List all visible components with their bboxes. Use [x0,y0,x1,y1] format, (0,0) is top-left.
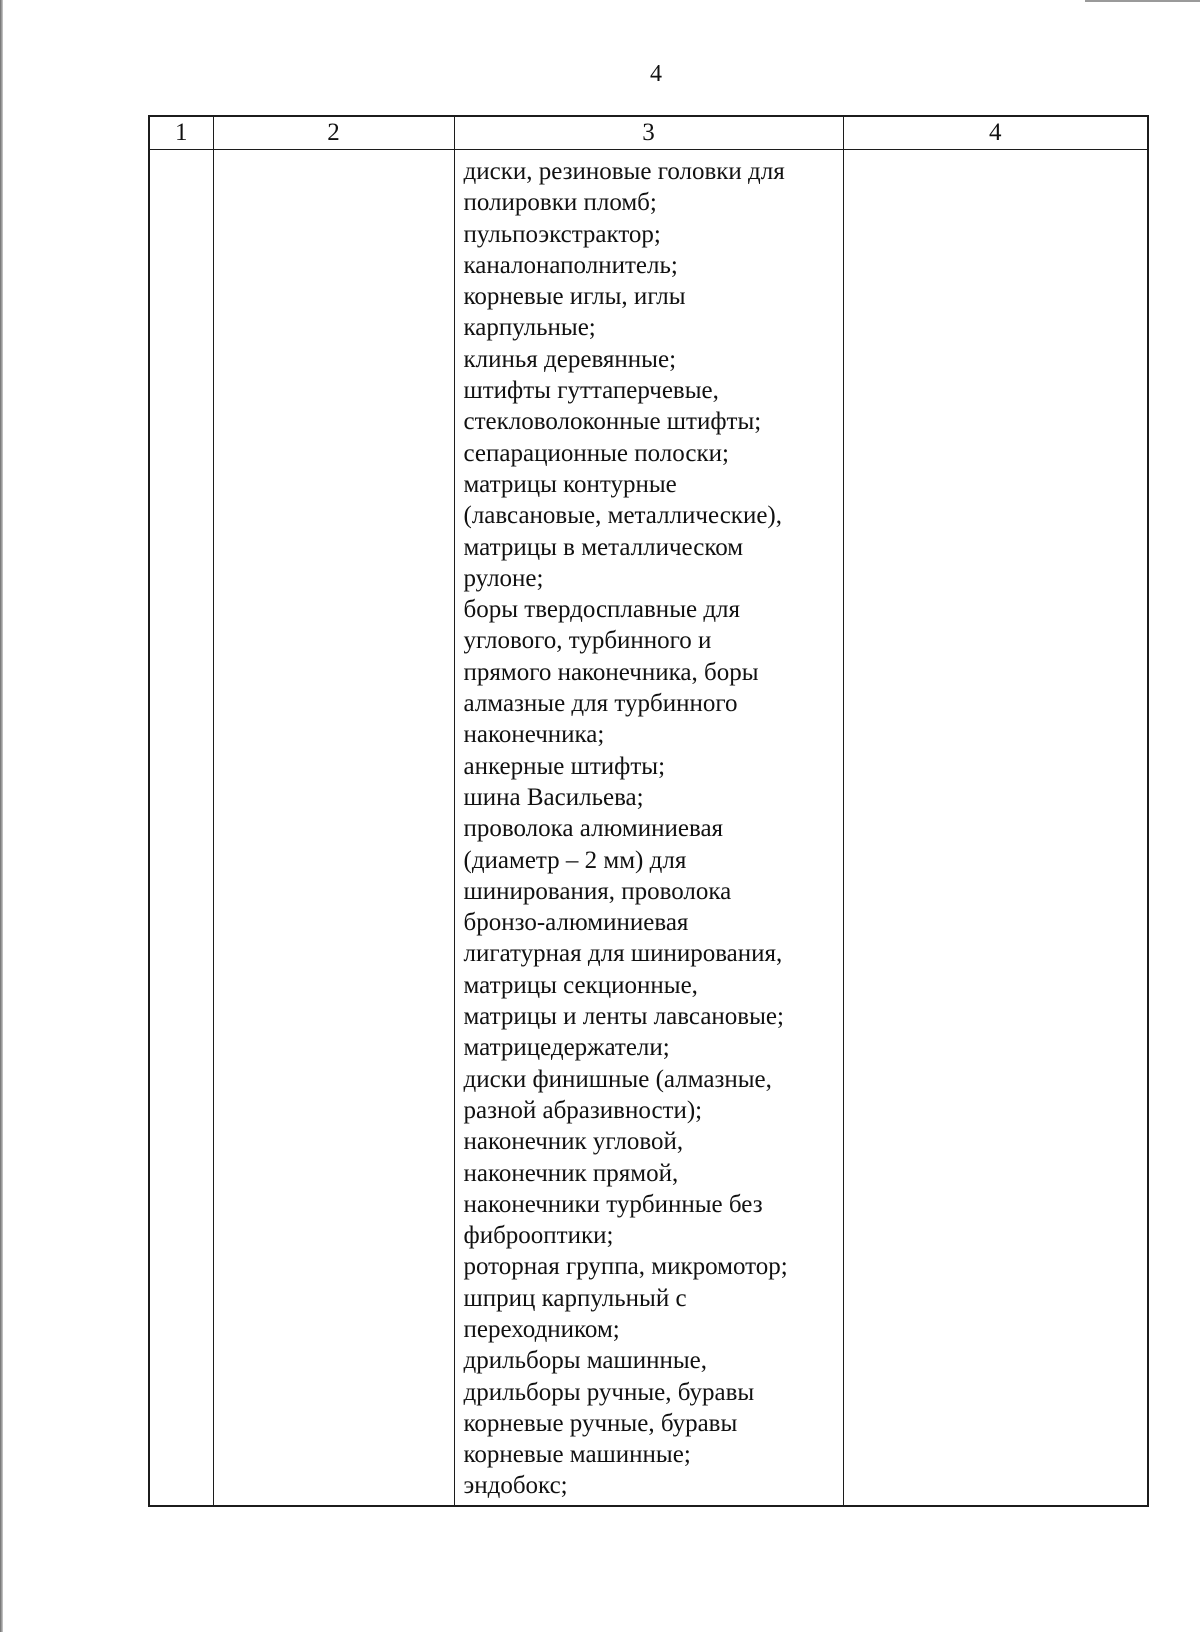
list-item: рулоне; [463,564,544,592]
list-item: дрильборы ручные, буравы [463,1378,755,1406]
list-item: наконечника; [463,721,605,749]
list-item: боры твердосплавные для [463,596,741,624]
list-item: шприц карпульный с [463,1284,687,1312]
list-item: матрицы в металлическом [463,533,744,561]
list-item: наконечник прямой, [463,1159,679,1187]
column-header-3: 3 [454,116,843,150]
list-item: наконечники турбинные без [463,1190,763,1218]
list-item: шинирования, проволока [463,877,732,905]
cell-col3 [454,150,843,1507]
list-item: матрицы и ленты лавсановые; [463,1003,784,1031]
table-header-row [149,116,1148,150]
cell-col2 [213,150,454,1507]
list-item: корневые иглы, иглы [463,283,686,311]
list-item: переходником; [463,1315,620,1343]
list-item: матрицедержатели; [463,1034,670,1062]
list-item: клинья деревянные; [463,345,677,373]
list-item: матрицы контурные [463,470,677,498]
list-item: штифты гуттаперчевые, [463,377,719,405]
column-header-1: 1 [149,116,213,150]
list-item: фиброоптики; [463,1222,614,1250]
list-item: (лавсановые, металлические), [463,502,783,530]
list-item: пульпоэкстрактор; [463,220,661,248]
list-item: бронзо-алюминиевая [463,909,689,937]
scan-edge-left [0,0,3,1632]
list-item: полировки пломб; [463,189,657,217]
document-table [148,115,1149,1507]
list-item: шина Васильева; [463,783,644,811]
cell-col1 [149,150,213,1507]
list-item: наконечник угловой, [463,1128,684,1156]
cell-col4 [843,150,1148,1507]
scan-edge-top [1085,0,1200,2]
list-item: эндобокс; [463,1472,568,1500]
list-item: углового, турбинного и [463,627,712,655]
table-row [149,150,1148,1507]
page-number: 4 [650,61,662,87]
list-item: лигатурная для шинирования, [463,940,783,968]
equipment-list [455,150,843,1502]
list-item: стекловолоконные штифты; [463,408,762,436]
column-header-4: 4 [843,116,1148,150]
list-item: корневые ручные, буравы [463,1409,738,1437]
column-header-2: 2 [213,116,454,150]
list-item: прямого наконечника, боры [463,658,759,686]
list-item: (диаметр – 2 мм) для [463,846,687,874]
list-item: каналонаполнитель; [463,251,678,279]
list-item: разной абразивности); [463,1096,703,1124]
list-item: диски финишные (алмазные, [463,1065,772,1093]
list-item: анкерные штифты; [463,752,666,780]
list-item: матрицы секционные, [463,971,698,999]
list-item: дрильборы машинные, [463,1347,708,1375]
list-item: проволока алюминиевая [463,815,724,843]
list-item: роторная группа, микромотор; [463,1253,788,1281]
list-item: корневые машинные; [463,1441,691,1469]
list-item: диски, резиновые головки для [463,158,785,185]
list-item: алмазные для турбинного [463,690,738,718]
list-item: карпульные; [463,314,596,342]
list-item: сепарационные полоски; [463,439,729,467]
